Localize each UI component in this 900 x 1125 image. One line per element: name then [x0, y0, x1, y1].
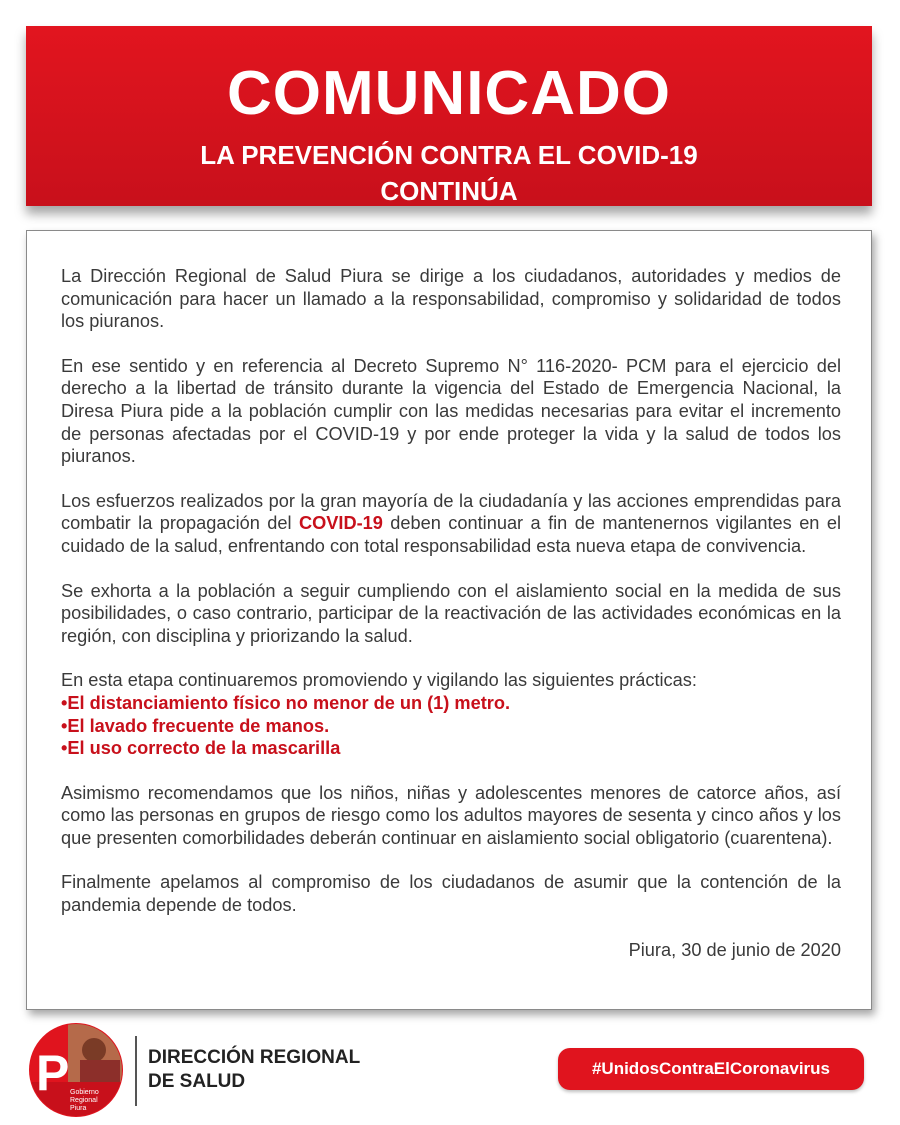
organization-name-line1: DIRECCIÓN REGIONAL — [148, 1047, 361, 1068]
paragraph-risk-groups: Asimismo recomendamos que los niños, niñas y adolescentes menores de catorce años, así como las personas en grupos de riesgo como los adultos mayores de sesenta y cinco años y los que presenten comorbilidades deberán continuar en aislamiento social obligatorio (cuarentena). — [61, 782, 841, 848]
footer-divider — [135, 1036, 137, 1106]
paragraph-isolation: Se exhorta a la población a seguir cumpliendo con el aislamiento social en la medida de sus posibilidades, o caso contrario, participar de la reactivación de las actividades económicas en la región, con disciplina y priorizando la salud. — [61, 580, 841, 646]
logo-text-line1: Gobierno — [70, 1089, 99, 1096]
practice-item-mask: •El uso correcto de la mascarilla — [61, 738, 341, 759]
logo-letter: P — [36, 1045, 70, 1101]
page-title: COMUNICADO — [227, 59, 671, 128]
header-banner — [26, 26, 872, 206]
page-subtitle-line1: LA PREVENCIÓN CONTRA EL COVID-19 — [200, 140, 698, 170]
covid-highlight: COVID-19 — [298, 513, 383, 534]
practices-intro: En esta etapa continuaremos promoviendo y vigilando las siguientes prácticas: — [61, 670, 697, 691]
organization-name-line2: DE SALUD — [148, 1071, 246, 1092]
practices-section — [61, 669, 841, 759]
logo-text-line3: Piura — [70, 1105, 87, 1112]
paragraph-efforts-start: Los esfuerzos realizados por la gran mayoría de la ciudadanía y las acciones emprendidas para combatir la propagación del — [61, 490, 841, 534]
hashtag-badge: #UnidosContraElCoronavirus — [558, 1048, 864, 1090]
communique-body — [26, 230, 872, 1010]
gobierno-regional-piura-logo — [28, 1022, 124, 1118]
page-subtitle-line2: CONTINÚA — [380, 176, 518, 206]
paragraph-efforts-end: deben continuar a fin de mantenernos vigilantes en el cuidado de la salud, enfrentando con total responsabilidad esta nueva etapa de convivencia. — [61, 513, 841, 556]
logo-text-line2: Regional — [70, 1097, 98, 1104]
practice-item-distancing: •El distanciamiento físico no menor de un (1) metro. — [61, 692, 510, 713]
paragraph-efforts — [61, 490, 841, 558]
organization-name — [148, 1046, 360, 1094]
paragraph-closing: Finalmente apelamos al compromiso de los ciudadanos de asumir que la contención de la pandemia depende de todos. — [61, 872, 841, 916]
practice-item-handwashing: •El lavado frecuente de manos. — [61, 715, 330, 736]
paragraph-decree: En ese sentido y en referencia al Decreto Supremo N° 116-2020- PCM para el ejercicio del derecho a la libertad de tránsito durante la vigencia del Estado de Emergencia Nacional, la Diresa Piura pide a la población cumplir con las medidas necesarias para evitar el incremento de personas afectadas por el COVID-19 y por ende proteger la vida y la salud de todos los piuranos. — [61, 355, 841, 467]
date-line: Piura, 30 de junio de 2020 — [628, 939, 841, 960]
paragraph-intro: La Dirección Regional de Salud Piura se dirige a los ciudadanos, autoridades y medios de comunicación para hacer un llamado a la responsabilidad, compromiso y solidaridad de todos los piuranos. — [61, 266, 841, 332]
